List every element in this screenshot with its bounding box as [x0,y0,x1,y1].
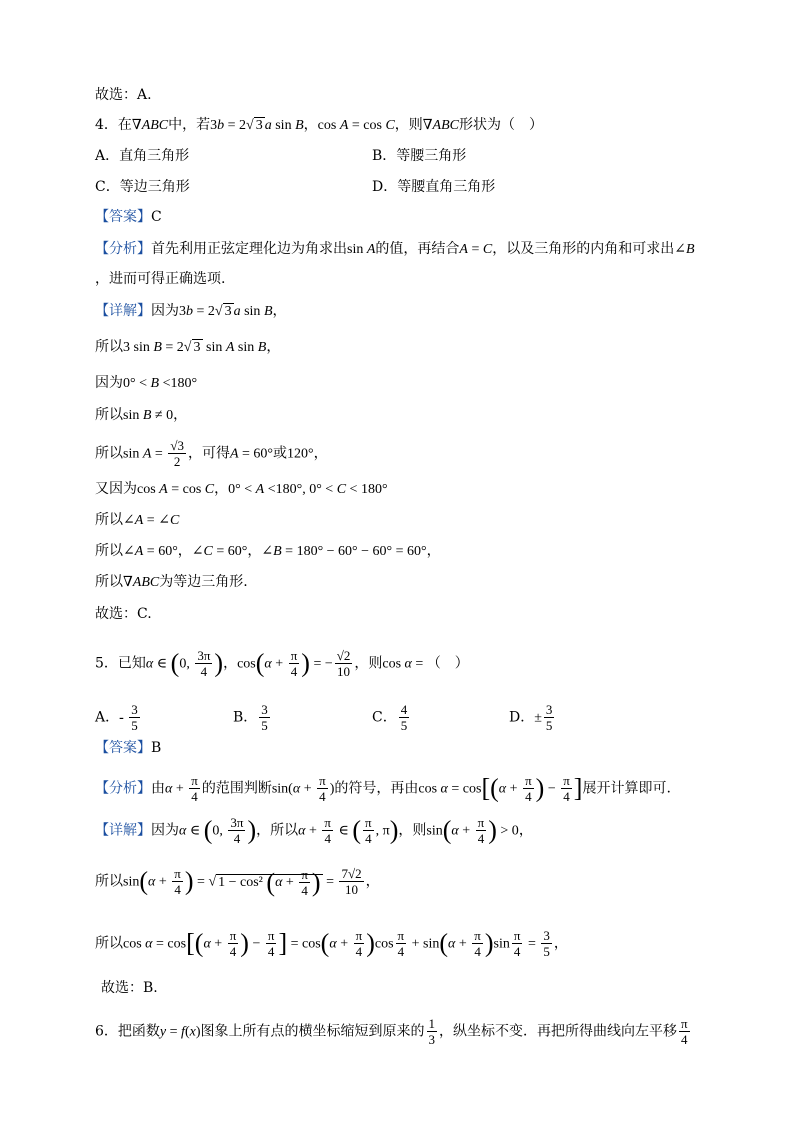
q4-detail-7: 所以∠A = ∠C [95,512,180,528]
q4-detail-1: 【详解】因为3b = 2√ 3 a sin B， [95,303,287,319]
question-6-stem: 6．把函数y = f(x)图象上所有点的横坐标缩短到原来的 $\frac{1}{3}$ ，纵坐标不变．再把所得曲线向左平移 $\frac{\pi}{4}$ [95,1016,688,1047]
q4-detail-6: 又因为cos A = cos C，0° < A <180°, 0° < C < 180° [95,481,388,497]
q5-option-b[interactable]: B． $\frac{3}{5}$ [233,702,268,733]
q4-detail-3: 因为0° < B <180° [95,375,198,391]
q5-option-a[interactable]: A．- $\frac{3}{5}$ [95,702,138,733]
q4-option-b[interactable]: B．等腰三角形 [372,148,467,164]
q4-analysis: 【分析】首先利用正弦定理化边为角求出sin A的值，再结合A = C，以及三角形的内角和可求出∠B [95,241,695,257]
q4-analysis-cont: ，进而可得正确选项. [95,271,226,287]
question-4-stem: 4．在∇ABC中，若3b = 2√ 3 a sin B，cos A = cos C，则∇ABC形状为（ ） [95,117,543,133]
q4-option-c[interactable]: C．等边三角形 [95,179,190,195]
q5-option-d[interactable]: D．± $\frac{3}{5}$ [509,702,553,733]
q5-option-c[interactable]: C． $\frac{4}{5}$ [372,702,408,733]
q4-option-a[interactable]: A．直角三角形 [95,148,190,164]
question-5-stem: 5．已知α ∈ (0, $\frac{3\pi}{4}$ )，cos(α + $\frac{\pi}{4}$ ) = − $\frac{√2}{10}$ ，则cos α = （ ） [95,648,469,679]
q4-option-d[interactable]: D．等腰直角三角形 [372,179,496,195]
q4-detail-4: 所以sin B ≠ 0， [95,407,188,423]
q4-answer: 【答案】C [95,209,162,225]
q5-detail-1: 【详解】因为α ∈ (0, $\frac{3\pi}{4}$ )，所以α + $\frac{\pi}{4}$ ∈ ( $\frac{\pi}{4}$ , π)，则sin(α + $\frac{\pi}{4}$ ) > 0， [95,815,533,846]
q5-answer: 【答案】B [95,740,162,756]
answer-line-c: 故选：C. [95,606,152,622]
q4-detail-2: 所以3 sin B = 2√ 3 sin A sin B， [95,339,281,355]
q5-detail-3: 所以cos α = cos[(α + $\frac{\pi}{4}$ ) − $\frac{\pi}{4}$ ] = cos(α + $\frac{\pi}{4}$ )cos $\frac{\pi}{4}$ + sin(α + $\frac{\pi}{4}$ )sin $\frac{\pi}{4}$ = $\frac{3}{5}$ ， [95,928,568,959]
q4-detail-8: 所以∠A = 60°，∠C = 60°，∠B = 180° − 60° − 60° = 60°， [95,543,441,559]
q4-detail-5: 所以sin A = $\frac{√3}{2}$ ，可得A = 60°或120°， [95,438,328,469]
q5-analysis: 【分析】由α + $\frac{\pi}{4}$ 的范围判断sin(α + $\frac{\pi}{4}$ )的符号，再由cos α = cos[(α + $\frac{\pi}{4}$ ) − $\frac{\pi}{4}$ ]展开计算即可. [95,773,671,804]
answer-line-b: 故选：B. [101,980,158,996]
q4-detail-9: 所以∇ABC为等边三角形. [95,574,248,590]
q5-detail-2: 所以sin(α + $\frac{\pi}{4}$ ) = √ 1 − cos² (α + $\frac{\pi}{4}$ ) = $\frac{7√2}{10}$ ， [95,866,380,898]
answer-line-a: 故选：A. [95,87,152,103]
